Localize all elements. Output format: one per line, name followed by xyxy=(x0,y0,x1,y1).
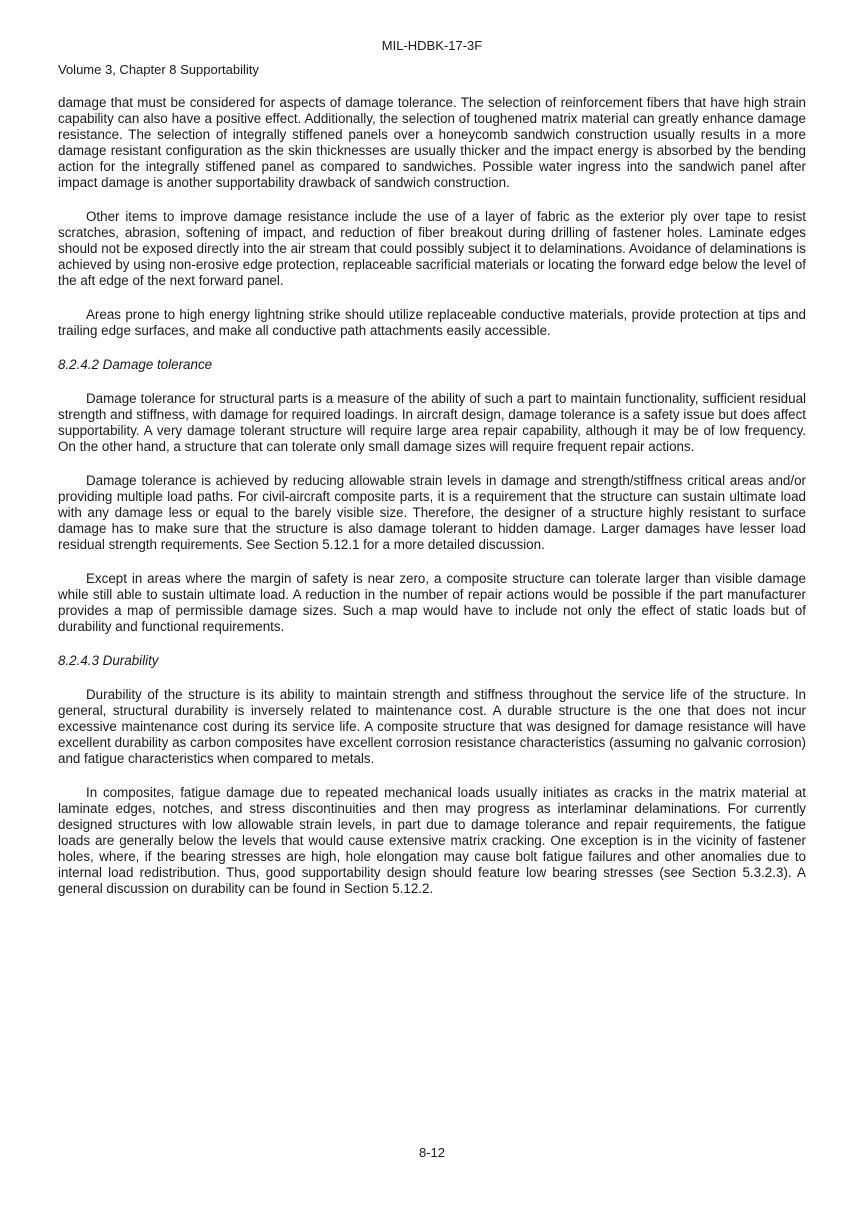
chapter-heading: Volume 3, Chapter 8 Supportability xyxy=(58,62,259,77)
section-heading-durability: 8.2.4.3 Durability xyxy=(58,653,159,668)
paragraph-damage-resistance-continued: damage that must be considered for aspects of damage tolerance. The selection of reinforcement fibers that have high strain capability can also have a positive effect. Additionally, the selection of toughened matrix material can greatly enhance damage resistance. The selection of integrally stiffened panels over a honeycomb sandwich construction usually results in a more damage resistant configuration as the skin thicknesses are usually thicker and the impact energy is absorbed by the bending action for the integrally stiffened panel as compared to sandwiches. Possible water ingress into the sandwich panel after impact damage is another supportability drawback of sandwich construction. xyxy=(58,95,806,190)
paragraph-lightning-strike: Areas prone to high energy lightning strike should utilize replaceable conductive materials, provide protection at tips and trailing edge surfaces, and make all conductive path attachments easily accessible. xyxy=(58,307,806,338)
paragraph-damage-tolerance-achieved: Damage tolerance is achieved by reducing allowable strain levels in damage and strength/stiffness critical areas and/or providing multiple load paths. For civil-aircraft composite parts, it is a requirement that the structure can sustain ultimate load with any damage less or equal to the barely visible size. Therefore, the designer of a structure highly resistant to surface damage has to make sure that the structure is also damage tolerant to hidden damage. Larger damages have lesser load residual strength requirements. See Section 5.12.1 for a more detailed discussion. xyxy=(58,473,806,552)
document-body xyxy=(58,95,806,915)
document-id: MIL-HDBK-17-3F xyxy=(381,38,483,53)
paragraph-damage-resistance-items: Other items to improve damage resistance include the use of a layer of fabric as the exterior ply over tape to resist scratches, abrasion, softening of impact, and reduction of fiber breakout during drilling of fastener holes. Laminate edges should not be exposed directly into the air stream that could possibly subject it to delaminations. Avoidance of delaminations is achieved by using non-erosive edge protection, replaceable sacrificial materials or locating the forward edge below the level of the aft edge of the next forward panel. xyxy=(58,209,806,288)
paragraph-fatigue-damage: In composites, fatigue damage due to repeated mechanical loads usually initiates as cracks in the matrix material at laminate edges, notches, and stress discontinuities and then may progress as interlaminar delaminations. For currently designed structures with low allowable strain levels, in part due to damage tolerance and repair requirements, the fatigue loads are generally below the levels that would cause extensive matrix cracking. One exception is in the vicinity of fastener holes, where, if the bearing stresses are high, hole elongation may cause bolt fatigue failures and other anomalies due to internal load redistribution. Thus, good supportability design should feature low bearing stresses (see Section 5.3.2.3). A general discussion on durability can be found in Section 5.12.2. xyxy=(58,785,806,896)
section-heading-damage-tolerance: 8.2.4.2 Damage tolerance xyxy=(58,357,213,372)
paragraph-damage-tolerance-definition: Damage tolerance for structural parts is a measure of the ability of such a part to maintain functionality, sufficient residual strength and stiffness, with damage for required loadings. In aircraft design, damage tolerance is a safety issue but does affect supportability. A very damage tolerant structure will require large area repair capability, although it may be of low frequency. On the other hand, a structure that can tolerate only small damage sizes will require frequent repair actions. xyxy=(58,391,806,454)
page-number: 8-12 xyxy=(418,1145,446,1160)
paragraph-durability-definition: Durability of the structure is its ability to maintain strength and stiffness throughout the service life of the structure. In general, structural durability is inversely related to maintenance cost. A durable structure is the one that does not incur excessive maintenance cost during its service life. A composite structure that was designed for damage resistance will have excellent durability as carbon composites have excellent corrosion resistance characteristics (assuming no galvanic corrosion) and fatigue characteristics when compared to metals. xyxy=(58,687,806,766)
paragraph-damage-tolerance-margin: Except in areas where the margin of safety is near zero, a composite structure can tolerate larger than visible damage while still able to sustain ultimate load. A reduction in the number of repair actions would be possible if the part manufacturer provides a map of permissible damage sizes. Such a map would have to include not only the effect of static loads but of durability and functional requirements. xyxy=(58,571,806,634)
